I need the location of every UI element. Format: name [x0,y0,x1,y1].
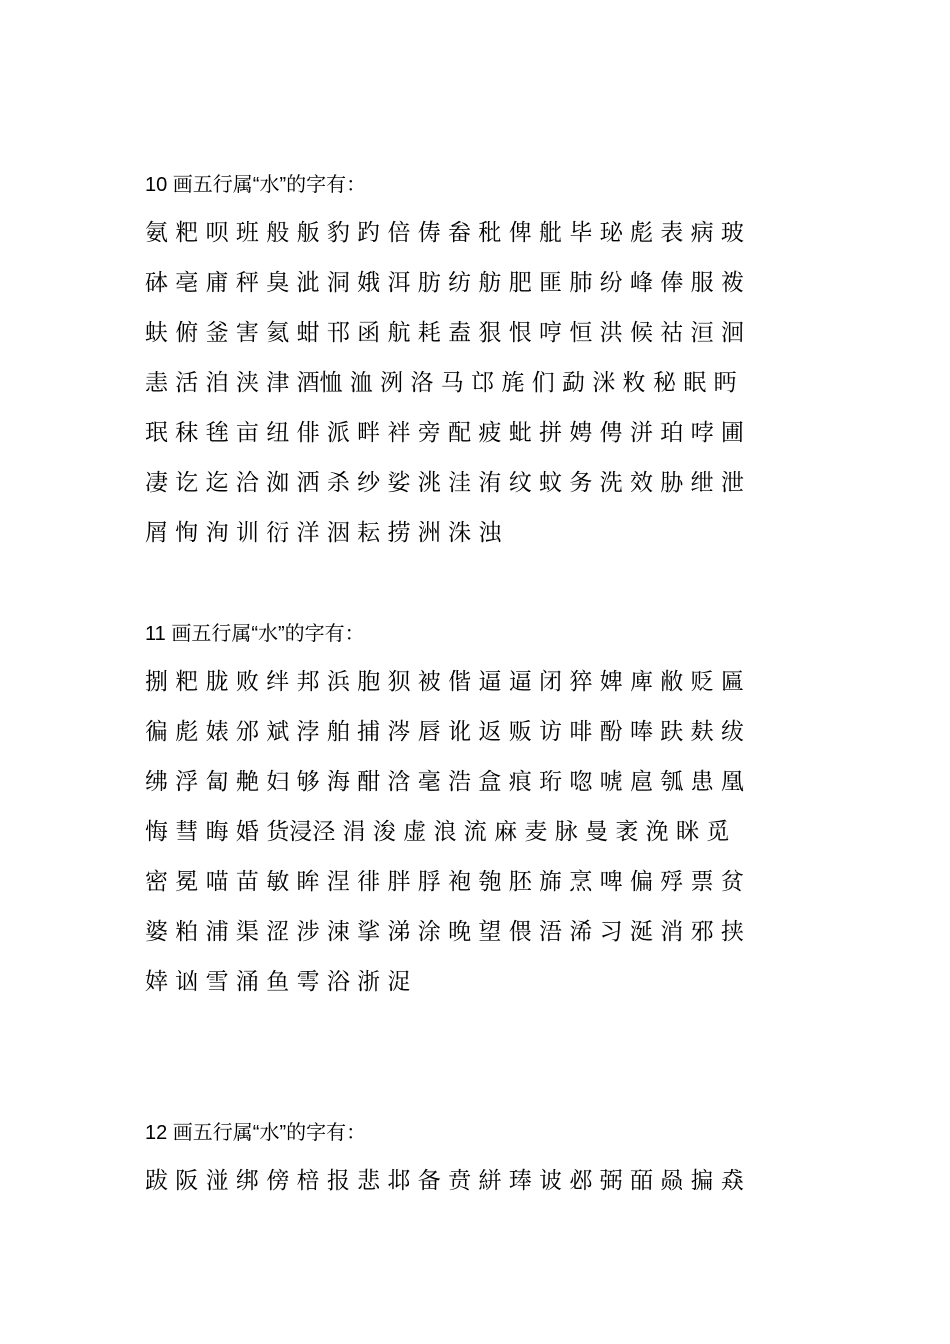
character-line: 徧 彪 婊 邠 斌 浡 舶 捕 涔 唇 讹 返 贩 访 啡 酚 唪 趺 麸 绂 [145,719,744,745]
section-heading: 12 画五行属“水”的字有： [145,1122,367,1144]
section-11-strokes [145,616,825,1015]
section-12-strokes [145,1115,825,1214]
character-line: 氨 粑 呗 班 般 舨 豹 趵 倍 俦 畚 秕 俾 舭 毕 珌 彪 表 病 玻 [145,220,744,246]
character-line: 婞 讻 雪 涌 鱼 雩 浴 浙 浞 [145,969,411,995]
character-line: 恚 活 洎 浃 津 酒恤 洫 洌 洛 马 邙 旄 们 勐 洣 敉 秘 眠 眄 [145,370,737,396]
character-line: 悔 彗 晦 婚 货浸泾 涓 浚 虚 浪 流 麻 麦 脉 曼 袤 浼 眯 觅 [145,819,730,845]
character-list [145,665,825,1015]
character-line: 密 冕 喵 苗 敏 眸 涅 徘 胖 脬 袍 匏 胚 旆 烹 啤 偏 殍 票 贫 [145,869,744,895]
character-line: 绋 浮 匐 艴 妇 够 海 酣 浛 毫 浩 盒 痕 珩 唿 唬 扈 瓠 患 凰 [145,769,744,795]
section-10-strokes [145,167,825,566]
character-line: 跋 阪 湴 绑 傍 棓 报 悲 邶 备 贲 絣 琫 诐 邲 弼 皕 赑 揙 猋 [145,1168,744,1194]
character-list [145,216,825,566]
character-line: 屑 恂 洵 训 衍 洋 洇 耘 捞 洲 洙 浊 [145,520,502,546]
section-heading: 11 画五行属“水”的字有： [145,623,365,645]
character-line: 珉 秣 毪 亩 纽 俳 派 畔 袢 旁 配 疲 蚍 拼 娉 俜 洴 珀 哱 圃 [145,420,744,446]
section-heading: 10 画五行属“水”的字有： [145,174,367,196]
character-line: 捌 粑 胧 败 绊 邦 浜 胞 狈 被 偕 逼 逼 闭 猝 婢 庳 敝 贬 匾 [145,669,744,695]
character-line: 砵 亳 庯 秤 臭 泚 洞 娥 洱 肪 纺 舫 肥 匪 肺 纷 峰 俸 服 袯 [145,270,744,296]
character-line: 婆 粕 浦 渠 涩 涉 涑 挲 涕 涂 晚 望 偎 浯 浠 习 涎 消 邪 挟 [145,919,744,945]
character-line: 蚨 俯 釜 害 氦 蚶 邗 函 航 耗 盍 狠 恨 哼 恒 洪 候 祜 洹 洄 [145,320,744,346]
character-line: 凄 讫 迄 洽 洳 洒 杀 纱 娑 洮 洼 洧 纹 蚊 务 洗 效 胁 绁 泄 [145,470,744,496]
character-list [145,1164,825,1214]
